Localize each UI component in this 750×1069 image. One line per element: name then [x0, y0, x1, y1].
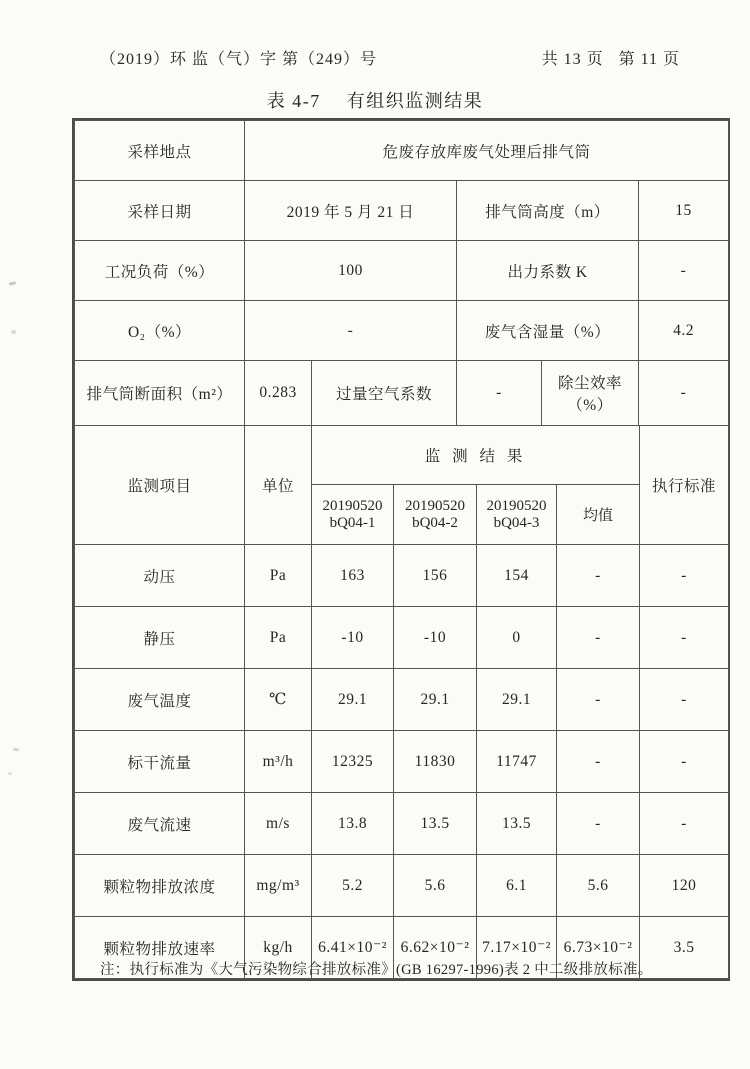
sampling-date-value-cell: 2019 年 5 月 21 日 [245, 181, 457, 241]
value-cell: 5.6 [394, 855, 477, 917]
row-sampling-location [75, 121, 729, 181]
scan-artifact [8, 772, 12, 775]
dust-removal-label-line1: 除尘效率 [557, 375, 622, 392]
value-cell: 29.1 [312, 669, 394, 731]
avg-cell: 6.73×10⁻² [557, 917, 640, 979]
value-cell: -10 [312, 607, 394, 669]
value-cell: 154 [477, 545, 557, 607]
row-o2 [75, 301, 729, 361]
sample-1-date: 20190520 [322, 497, 383, 514]
unit-cell: m³/h [245, 731, 312, 793]
value-cell: 13.5 [477, 793, 557, 855]
cross-section-label-cell: 排气筒断面积（m²） [75, 361, 245, 426]
item-cell: 颗粒物排放浓度 [75, 855, 245, 917]
info-section [74, 120, 729, 426]
sample-2-date: 20190520 [405, 497, 465, 514]
load-value-cell: 100 [245, 241, 457, 301]
avg-header-cell: 均值 [557, 485, 640, 545]
value-cell: 13.8 [312, 793, 394, 855]
table-row [75, 669, 729, 731]
unit-cell: ℃ [245, 669, 312, 731]
dust-removal-label-cell [542, 361, 639, 426]
row-cross-section [75, 361, 729, 426]
scan-artifact [9, 281, 16, 285]
avg-cell: - [557, 731, 640, 793]
output-coeff-label-cell: 出力系数 K [457, 241, 639, 301]
standard-cell: - [640, 669, 729, 731]
row-sampling-date [75, 181, 729, 241]
item-cell: 颗粒物排放速率 [75, 917, 245, 979]
value-cell: 7.17×10⁻² [477, 917, 557, 979]
doc-number: （2019）环 监（气）字 第（249）号 [100, 51, 378, 68]
value-cell: 11747 [477, 731, 557, 793]
sample-3-header-cell [477, 485, 557, 545]
document-header [100, 46, 680, 69]
standard-cell: 120 [640, 855, 729, 917]
table-row [75, 607, 729, 669]
avg-cell: - [557, 669, 640, 731]
unit-cell: m/s [245, 793, 312, 855]
moisture-value-cell: 4.2 [639, 301, 729, 361]
load-label-cell: 工况负荷（%） [75, 241, 245, 301]
footnote: 注：执行标准为《大气污染物综合排放标准》(GB 16297-1996)表 2 中二级排放标准。 [100, 962, 653, 978]
value-cell: 6.1 [477, 855, 557, 917]
value-cell: 6.62×10⁻² [394, 917, 477, 979]
sample-2-header-cell [394, 485, 477, 545]
table-title-label: 表 4-7 [266, 91, 321, 111]
page-count: 共 13 页 第 11 页 [541, 51, 680, 68]
sample-3-date: 20190520 [486, 497, 547, 514]
avg-cell: 5.6 [557, 855, 640, 917]
sample-1-id: bQ04-1 [329, 514, 376, 531]
unit-cell: kg/h [245, 917, 312, 979]
output-coeff-value-cell: - [639, 241, 729, 301]
value-cell: 29.1 [477, 669, 557, 731]
table-row [75, 855, 729, 917]
item-cell: 动压 [75, 545, 245, 607]
item-header-cell: 监测项目 [75, 426, 245, 545]
value-cell: 0 [477, 607, 557, 669]
standard-cell: - [640, 731, 729, 793]
value-cell: 13.5 [394, 793, 477, 855]
value-cell: 29.1 [394, 669, 477, 731]
unit-cell: Pa [245, 607, 312, 669]
standard-cell: - [640, 793, 729, 855]
avg-cell: - [557, 545, 640, 607]
scan-artifact [13, 748, 19, 752]
item-cell: 标干流量 [75, 731, 245, 793]
results-section [74, 426, 729, 979]
value-cell: 156 [394, 545, 477, 607]
unit-cell: mg/m³ [245, 855, 312, 917]
table-title [0, 87, 750, 113]
standard-header-cell: 执行标准 [640, 426, 729, 545]
sample-3-id: bQ04-3 [493, 514, 540, 531]
item-cell: 废气流速 [75, 793, 245, 855]
sample-2-id: bQ04-2 [412, 514, 458, 531]
o2-value-cell: - [245, 301, 457, 361]
table-row [75, 731, 729, 793]
unit-cell: Pa [245, 545, 312, 607]
excess-air-value-cell: - [457, 361, 542, 426]
standard-cell: - [640, 545, 729, 607]
standard-cell: - [640, 607, 729, 669]
results-header-row-1 [75, 426, 729, 485]
stack-height-value-cell: 15 [639, 181, 729, 241]
sampling-date-label-cell: 采样日期 [75, 181, 245, 241]
results-header-cell: 监 测 结 果 [312, 426, 640, 485]
o2-label-cell: O₂（%） [75, 301, 245, 361]
dust-removal-value-cell: - [639, 361, 729, 426]
stack-height-label-cell: 排气筒高度（m） [457, 181, 639, 241]
value-cell: 12325 [312, 731, 394, 793]
scan-artifact [11, 330, 16, 334]
item-cell: 废气温度 [75, 669, 245, 731]
sample-1-header-cell [312, 485, 394, 545]
value-cell: -10 [394, 607, 477, 669]
table-row [75, 545, 729, 607]
avg-cell: - [557, 607, 640, 669]
value-cell: 6.41×10⁻² [312, 917, 394, 979]
avg-cell: - [557, 793, 640, 855]
excess-air-label-cell: 过量空气系数 [312, 361, 457, 426]
cross-section-value-cell: 0.283 [245, 361, 312, 426]
item-cell: 静压 [75, 607, 245, 669]
sampling-location-value-cell: 危废存放库废气处理后排气筒 [245, 121, 729, 181]
unit-header-cell: 单位 [245, 426, 312, 545]
standard-cell: 3.5 [640, 917, 729, 979]
dust-removal-label-line2: （%） [567, 397, 613, 414]
moisture-label-cell: 废气含湿量（%） [457, 301, 639, 361]
monitoring-table [72, 118, 730, 981]
table-row [75, 793, 729, 855]
row-load [75, 241, 729, 301]
value-cell: 11830 [394, 731, 477, 793]
value-cell: 5.2 [312, 855, 394, 917]
sampling-location-label-cell: 采样地点 [75, 121, 245, 181]
value-cell: 163 [312, 545, 394, 607]
table-title-text: 有组织监测结果 [346, 91, 484, 111]
